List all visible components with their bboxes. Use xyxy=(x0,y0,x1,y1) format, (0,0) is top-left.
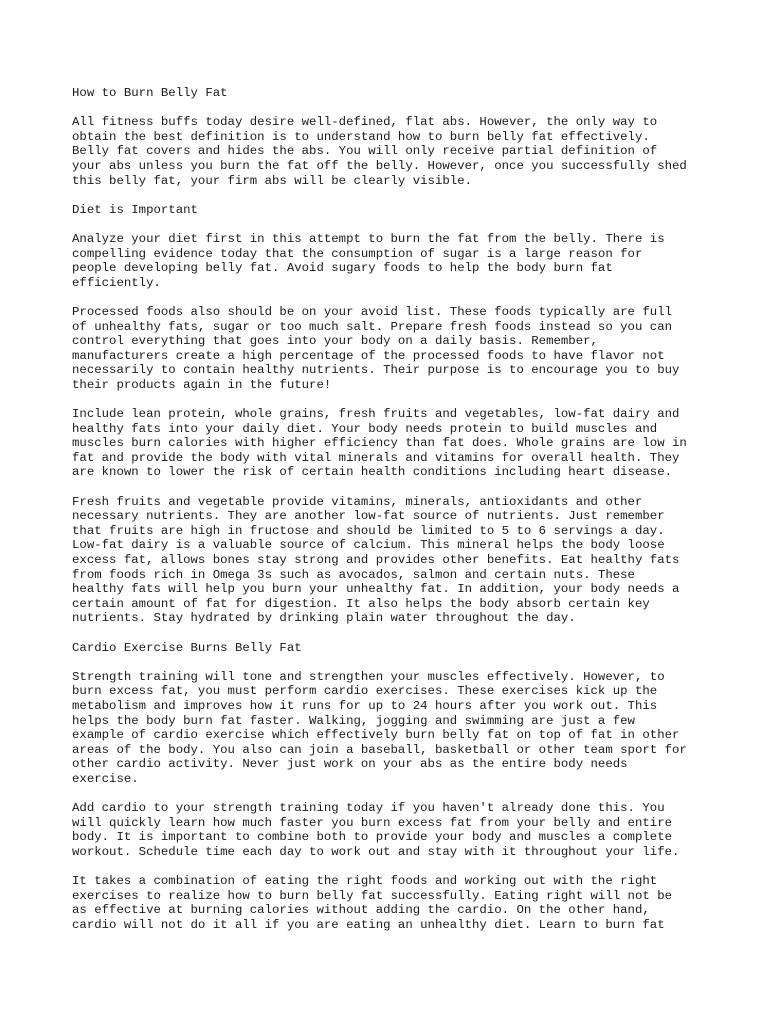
paragraph-line: that fruits are high in fructose and should be limited to 5 to 6 servings a day. xyxy=(72,523,665,538)
paragraph-line: Processed foods also should be on your avoid list. These foods typically are full xyxy=(72,304,673,319)
paragraph-line: helps the body burn fat faster. Walking, jogging and swimming are just a few xyxy=(72,713,635,728)
paragraph-line: certain amount of fat for digestion. It also helps the body absorb certain key xyxy=(72,596,650,611)
paragraph-line: obtain the best definition is to understand how to burn belly fat effectively. xyxy=(72,129,650,144)
paragraph-line: healthy fats into your daily diet. Your body needs protein to build muscles and xyxy=(72,421,658,436)
paragraph-line: burn excess fat, you must perform cardio exercises. These exercises kick up the xyxy=(72,684,658,699)
paragraph-line: exercises to realize how to burn belly fat successfully. Eating right will not be xyxy=(72,888,673,903)
paragraph-line: healthy fats will help you burn your unhealthy fat. In addition, your body needs a xyxy=(72,582,680,597)
paragraph-line: control everything that goes into your body on a daily basis. Remember, xyxy=(72,334,598,349)
paragraph-line: body. It is important to combine both to provide your body and muscles a complete xyxy=(72,830,673,845)
paragraph-line: will quickly learn how much faster you burn excess fat from your belly and entire xyxy=(72,815,673,830)
paragraph-line: fat and provide the body with vital minerals and vitamins for overall health. They xyxy=(72,450,680,465)
paragraph-line: Fresh fruits and vegetable provide vitamins, minerals, antioxidants and other xyxy=(72,494,643,509)
paragraph-line: exercise. xyxy=(72,771,139,786)
paragraph-line: manufacturers create a high percentage of the processed foods to have flavor not xyxy=(72,348,665,363)
section-heading xyxy=(72,641,712,656)
section-heading xyxy=(72,203,712,218)
paragraph-line: excess fat, allows bones stay strong and provides other benefits. Eat healthy fats xyxy=(72,553,680,567)
document-page xyxy=(72,86,712,947)
paragraph xyxy=(72,801,712,859)
paragraph-line: people developing belly fat. Avoid sugary foods to help the body burn fat xyxy=(72,261,613,276)
heading-line: Diet is Important xyxy=(72,202,198,217)
paragraph-line: metabolism and improves how it runs for up to 24 hours after you work out. This xyxy=(72,698,658,713)
document-title xyxy=(72,86,712,101)
paragraph xyxy=(72,407,712,480)
paragraph-line: necessarily to contain healthy nutrients. Their purpose is to encourage you to buy xyxy=(72,363,680,378)
paragraph-line: of unhealthy fats, sugar or too much salt. Prepare fresh foods instead so you can xyxy=(72,319,673,334)
paragraph-line: workout. Schedule time each day to work out and stay with it throughout your life. xyxy=(72,844,680,859)
paragraph-line: Analyze your diet first in this attempt to burn the fat from the belly. There is xyxy=(72,231,665,246)
paragraph xyxy=(72,115,712,188)
title-line: How to Burn Belly Fat xyxy=(72,86,228,100)
paragraph-line: All fitness buffs today desire well-defined, flat abs. However, the only way to xyxy=(72,115,658,130)
paragraph-line: It takes a combination of eating the right foods and working out with the right xyxy=(72,874,658,889)
paragraph-line: their products again in the future! xyxy=(72,377,332,392)
paragraph xyxy=(72,305,712,393)
paragraph-line: compelling evidence today that the consumption of sugar is a large reason for xyxy=(72,246,643,261)
paragraph-line: Strength training will tone and strengthen your muscles effectively. However, to xyxy=(72,669,665,684)
paragraph xyxy=(72,874,712,932)
paragraph xyxy=(72,495,712,626)
paragraph-line: Belly fat covers and hides the abs. You will only receive partial definition of xyxy=(72,144,658,159)
paragraph-line: efficiently. xyxy=(72,275,161,290)
paragraph-line: Add cardio to your strength training today if you haven't already done this. You xyxy=(72,801,665,816)
paragraph-line: as effective at burning calories without adding the cardio. On the other hand, xyxy=(72,903,650,918)
paragraph-line: other cardio activity. Never just work on your abs as the entire body needs xyxy=(72,757,628,772)
paragraph-line: areas of the body. You also can join a baseball, basketball or other team sport for xyxy=(72,742,687,757)
document-body xyxy=(72,115,712,932)
paragraph xyxy=(72,670,712,787)
paragraph-line: cardio will not do it all if you are eating an unhealthy diet. Learn to burn fat xyxy=(72,917,665,932)
paragraph-line: Low-fat dairy is a valuable source of calcium. This mineral helps the body loose xyxy=(72,538,665,553)
paragraph-line: from foods rich in Omega 3s such as avocados, salmon and certain nuts. These xyxy=(72,567,635,582)
paragraph-line: example of cardio exercise which effectively burn belly fat on top of fat in other xyxy=(72,728,680,743)
paragraph xyxy=(72,232,712,290)
heading-line: Cardio Exercise Burns Belly Fat xyxy=(72,640,302,655)
paragraph-line: your abs unless you burn the fat off the belly. However, once you successfully shed xyxy=(72,158,687,173)
paragraph-line: muscles burn calories with higher efficiency than fat does. Whole grains are low in xyxy=(72,436,687,451)
paragraph-line: this belly fat, your firm abs will be clearly visible. xyxy=(72,173,473,188)
paragraph-line: Include lean protein, whole grains, fresh fruits and vegetables, low-fat dairy and xyxy=(72,407,680,422)
paragraph-line: are known to lower the risk of certain health conditions including heart disease. xyxy=(72,465,673,480)
paragraph-line: necessary nutrients. They are another low-fat source of nutrients. Just remember xyxy=(72,509,665,524)
paragraph-line: nutrients. Stay hydrated by drinking plain water throughout the day. xyxy=(72,611,576,626)
